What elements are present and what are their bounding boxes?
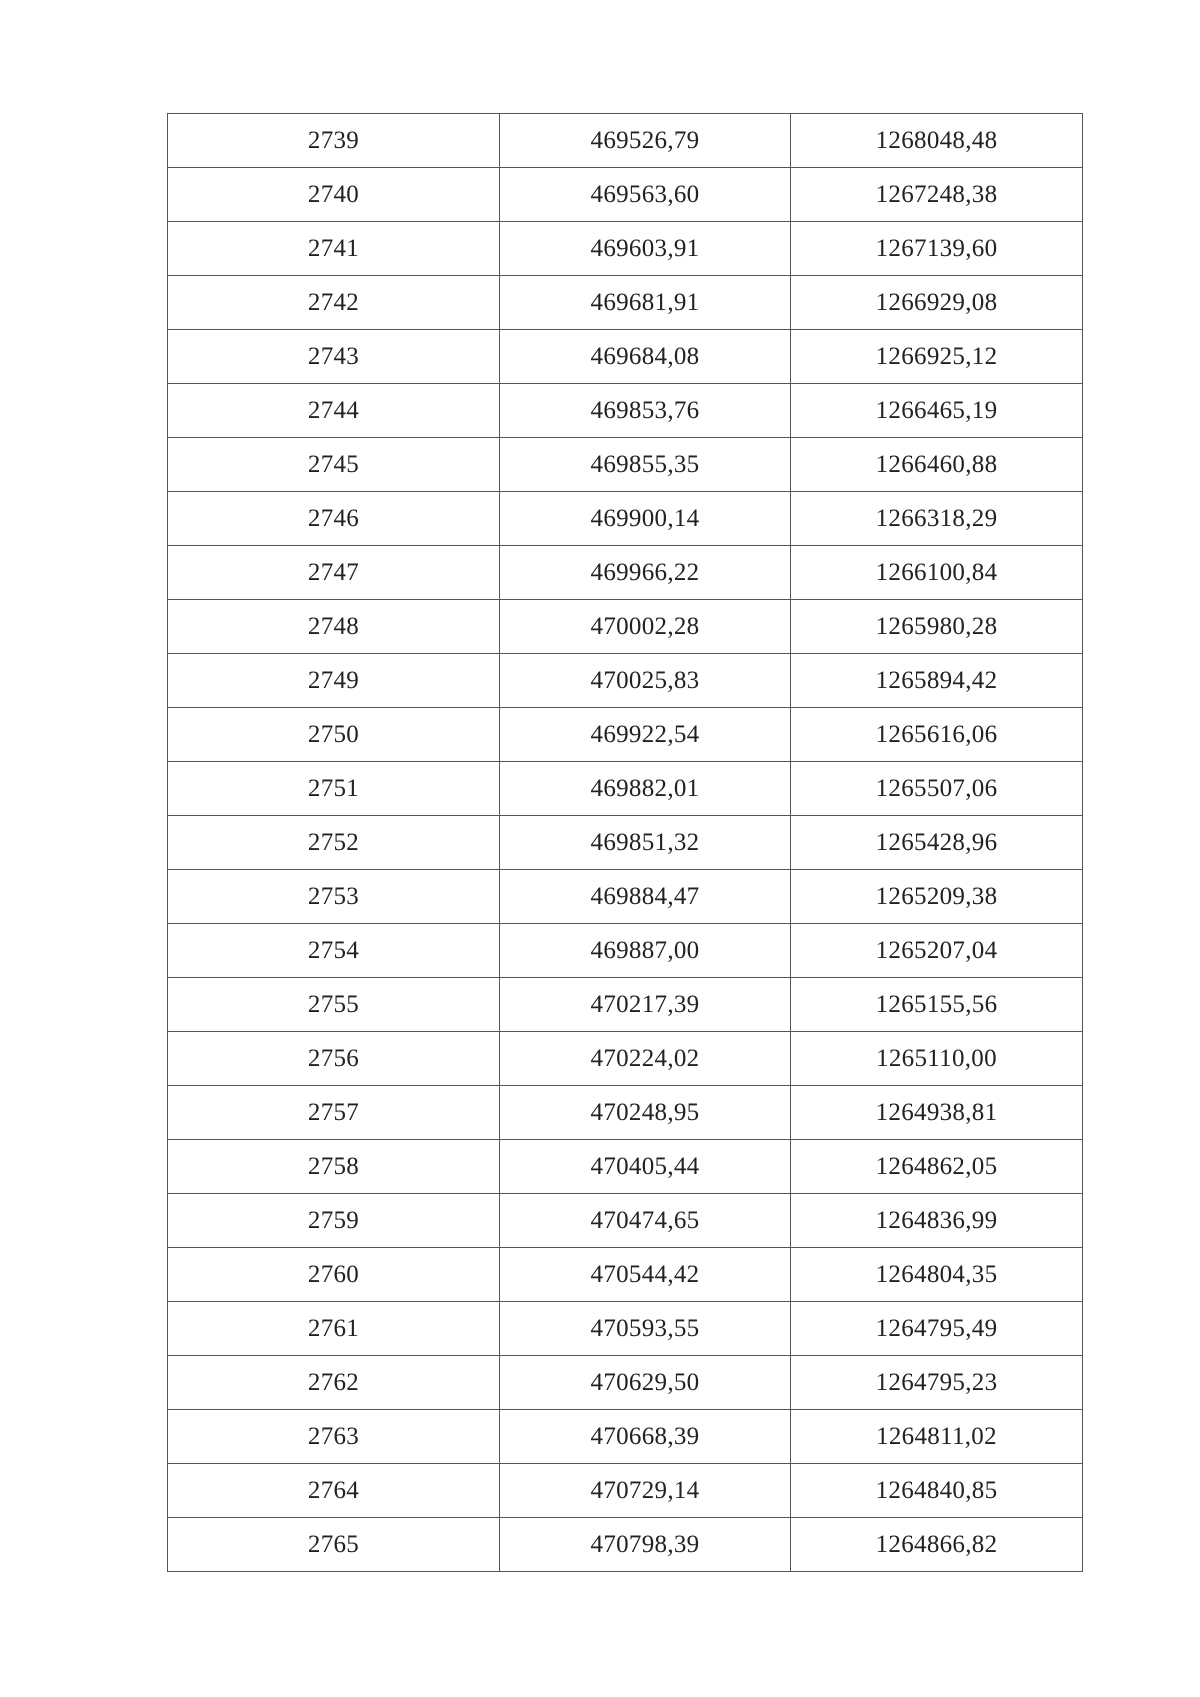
point-number-cell: 2754 [168, 924, 500, 978]
table-row [168, 978, 1083, 1032]
point-number-cell: 2758 [168, 1140, 500, 1194]
x-coordinate-cell: 470217,39 [500, 978, 791, 1032]
point-number-cell: 2759 [168, 1194, 500, 1248]
coordinates-table-body [168, 114, 1083, 1572]
y-coordinate-cell: 1266318,29 [791, 492, 1083, 546]
table-row [168, 114, 1083, 168]
table-row [168, 438, 1083, 492]
y-coordinate-cell: 1266460,88 [791, 438, 1083, 492]
y-coordinate-cell: 1265980,28 [791, 600, 1083, 654]
point-number-cell: 2746 [168, 492, 500, 546]
point-number-cell: 2761 [168, 1302, 500, 1356]
table-row [168, 1518, 1083, 1572]
table-row [168, 1302, 1083, 1356]
table-row [168, 1356, 1083, 1410]
coordinates-table [167, 113, 1083, 1572]
point-number-cell: 2760 [168, 1248, 500, 1302]
x-coordinate-cell: 470798,39 [500, 1518, 791, 1572]
y-coordinate-cell: 1264804,35 [791, 1248, 1083, 1302]
y-coordinate-cell: 1264938,81 [791, 1086, 1083, 1140]
point-number-cell: 2744 [168, 384, 500, 438]
point-number-cell: 2765 [168, 1518, 500, 1572]
x-coordinate-cell: 470405,44 [500, 1140, 791, 1194]
point-number-cell: 2762 [168, 1356, 500, 1410]
y-coordinate-cell: 1264811,02 [791, 1410, 1083, 1464]
table-row [168, 222, 1083, 276]
table-row [168, 384, 1083, 438]
y-coordinate-cell: 1265209,38 [791, 870, 1083, 924]
table-row [168, 1194, 1083, 1248]
point-number-cell: 2763 [168, 1410, 500, 1464]
y-coordinate-cell: 1266929,08 [791, 276, 1083, 330]
point-number-cell: 2743 [168, 330, 500, 384]
table-row [168, 546, 1083, 600]
point-number-cell: 2753 [168, 870, 500, 924]
table-row [168, 1248, 1083, 1302]
y-coordinate-cell: 1264840,85 [791, 1464, 1083, 1518]
y-coordinate-cell: 1265110,00 [791, 1032, 1083, 1086]
point-number-cell: 2749 [168, 654, 500, 708]
y-coordinate-cell: 1267248,38 [791, 168, 1083, 222]
y-coordinate-cell: 1265616,06 [791, 708, 1083, 762]
point-number-cell: 2739 [168, 114, 500, 168]
x-coordinate-cell: 470629,50 [500, 1356, 791, 1410]
x-coordinate-cell: 469603,91 [500, 222, 791, 276]
point-number-cell: 2757 [168, 1086, 500, 1140]
y-coordinate-cell: 1265428,96 [791, 816, 1083, 870]
table-row [168, 816, 1083, 870]
y-coordinate-cell: 1266925,12 [791, 330, 1083, 384]
x-coordinate-cell: 469882,01 [500, 762, 791, 816]
table-row [168, 168, 1083, 222]
x-coordinate-cell: 469526,79 [500, 114, 791, 168]
y-coordinate-cell: 1266465,19 [791, 384, 1083, 438]
point-number-cell: 2741 [168, 222, 500, 276]
y-coordinate-cell: 1267139,60 [791, 222, 1083, 276]
x-coordinate-cell: 470544,42 [500, 1248, 791, 1302]
point-number-cell: 2742 [168, 276, 500, 330]
point-number-cell: 2752 [168, 816, 500, 870]
table-row [168, 1032, 1083, 1086]
point-number-cell: 2755 [168, 978, 500, 1032]
table-row [168, 600, 1083, 654]
y-coordinate-cell: 1265207,04 [791, 924, 1083, 978]
point-number-cell: 2750 [168, 708, 500, 762]
x-coordinate-cell: 470224,02 [500, 1032, 791, 1086]
x-coordinate-cell: 469887,00 [500, 924, 791, 978]
table-row [168, 924, 1083, 978]
x-coordinate-cell: 469684,08 [500, 330, 791, 384]
y-coordinate-cell: 1268048,48 [791, 114, 1083, 168]
y-coordinate-cell: 1264862,05 [791, 1140, 1083, 1194]
x-coordinate-cell: 469884,47 [500, 870, 791, 924]
point-number-cell: 2756 [168, 1032, 500, 1086]
table-row [168, 762, 1083, 816]
point-number-cell: 2748 [168, 600, 500, 654]
table-row [168, 654, 1083, 708]
y-coordinate-cell: 1264795,23 [791, 1356, 1083, 1410]
point-number-cell: 2751 [168, 762, 500, 816]
x-coordinate-cell: 469855,35 [500, 438, 791, 492]
x-coordinate-cell: 469900,14 [500, 492, 791, 546]
table-row [168, 1464, 1083, 1518]
y-coordinate-cell: 1264866,82 [791, 1518, 1083, 1572]
y-coordinate-cell: 1266100,84 [791, 546, 1083, 600]
x-coordinate-cell: 469563,60 [500, 168, 791, 222]
x-coordinate-cell: 469681,91 [500, 276, 791, 330]
table-row [168, 1086, 1083, 1140]
table-row [168, 492, 1083, 546]
table-row [168, 1410, 1083, 1464]
x-coordinate-cell: 469966,22 [500, 546, 791, 600]
x-coordinate-cell: 469851,32 [500, 816, 791, 870]
table-row [168, 708, 1083, 762]
x-coordinate-cell: 470593,55 [500, 1302, 791, 1356]
table-row [168, 1140, 1083, 1194]
x-coordinate-cell: 470248,95 [500, 1086, 791, 1140]
y-coordinate-cell: 1265155,56 [791, 978, 1083, 1032]
y-coordinate-cell: 1264795,49 [791, 1302, 1083, 1356]
x-coordinate-cell: 470002,28 [500, 600, 791, 654]
x-coordinate-cell: 470668,39 [500, 1410, 791, 1464]
point-number-cell: 2740 [168, 168, 500, 222]
point-number-cell: 2764 [168, 1464, 500, 1518]
x-coordinate-cell: 470729,14 [500, 1464, 791, 1518]
y-coordinate-cell: 1265894,42 [791, 654, 1083, 708]
table-row [168, 870, 1083, 924]
x-coordinate-cell: 470025,83 [500, 654, 791, 708]
point-number-cell: 2745 [168, 438, 500, 492]
table-row [168, 276, 1083, 330]
table-row [168, 330, 1083, 384]
x-coordinate-cell: 470474,65 [500, 1194, 791, 1248]
x-coordinate-cell: 469922,54 [500, 708, 791, 762]
y-coordinate-cell: 1264836,99 [791, 1194, 1083, 1248]
y-coordinate-cell: 1265507,06 [791, 762, 1083, 816]
x-coordinate-cell: 469853,76 [500, 384, 791, 438]
point-number-cell: 2747 [168, 546, 500, 600]
